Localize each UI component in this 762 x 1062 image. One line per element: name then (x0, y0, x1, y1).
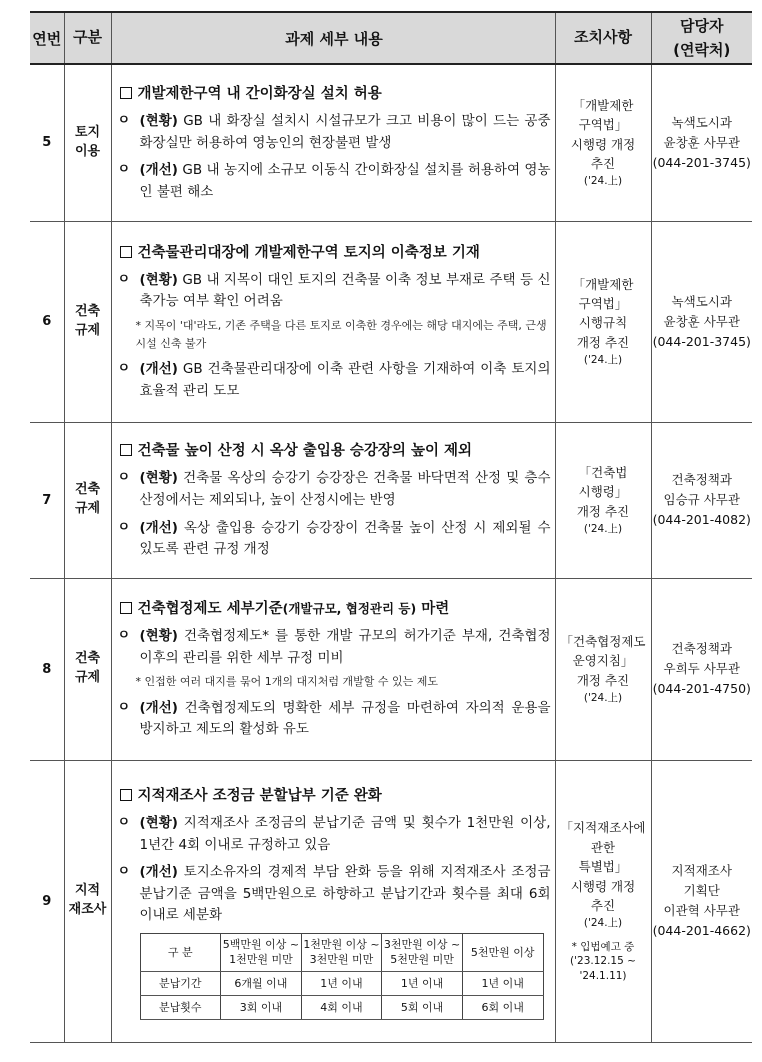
row-number: 5 (30, 64, 64, 221)
document-page (30, 11, 752, 1043)
installment-criteria-table (140, 933, 544, 1020)
table-row (30, 64, 752, 221)
row-number: 9 (30, 760, 64, 1042)
row-details (111, 221, 555, 422)
task-title: 건축물 높이 산정 시 옥상 출입용 승강장의 높이 제외 (118, 439, 551, 460)
row-details (111, 578, 555, 760)
checkbox-square-icon (120, 602, 132, 614)
subtable-header-row (140, 933, 543, 971)
header-owner-line2: (연락처) (673, 41, 731, 59)
subtable-header-cell: 3천만원 이상 ~ 5천만원 미만 (382, 933, 463, 971)
table-row (30, 422, 752, 578)
subtable-row (140, 971, 543, 995)
row-details (111, 760, 555, 1042)
bullet-icon: ㅇ (117, 864, 131, 880)
task-title: 개발제한구역 내 간이화장실 설치 허용 (118, 82, 551, 103)
table-row (30, 760, 752, 1042)
subtable-cell: 4회 이내 (301, 995, 382, 1019)
header-action: 조치사항 (555, 12, 651, 64)
subtable-header-cell: 5천만원 이상 (462, 933, 543, 971)
row-action: 「지적재조사에 관한 특별법」 시행령 개정 추진 ('24.上) * 입법예고 중 ('23.12.15 ~ '24.1.11) (555, 760, 651, 1042)
checkbox-square-icon (120, 444, 132, 456)
row-action: 「개발제한 구역법」 시행령 개정 추진 ('24.上) (555, 64, 651, 221)
subtable-header-cell: 구 분 (140, 933, 221, 971)
row-category: 건축 규제 (64, 578, 111, 760)
checkbox-square-icon (120, 246, 132, 258)
row-action: 「건축협정제도 운영지침」 개정 추진 ('24.上) (555, 578, 651, 760)
row-details (111, 422, 555, 578)
subtable-row (140, 995, 543, 1019)
row-details (111, 64, 555, 221)
bullet-icon: ㅇ (117, 519, 131, 535)
row-category: 건축 규제 (64, 221, 111, 422)
footnote: * 지목이 '대'라도, 기존 주택을 다른 토지로 이축한 경우에는 해당 대지에는 주택, 근생시설 신축 불가 (135, 318, 547, 350)
header-owner (651, 12, 752, 64)
subtable-cell: 6개월 이내 (221, 971, 302, 995)
row-number: 8 (30, 578, 64, 760)
task-title: 건축협정제도 세부기준(개발규모, 협정관리 등) 마련 (118, 597, 551, 618)
row-category: 토지 이용 (64, 64, 111, 221)
row-owner: 녹색도시과 윤창훈 사무관 (044-201-3745) (651, 64, 752, 221)
header-details: 과제 세부 내용 (111, 12, 555, 64)
header-category: 구분 (64, 12, 111, 64)
bullet-icon: ㅇ (117, 271, 131, 287)
row-number: 6 (30, 221, 64, 422)
status-item: ㅇ (현황) 지적재조사 조정금의 분납기준 금액 및 횟수가 1천만원 이상, 1년간 4회 이내로 규정하고 있음 (118, 813, 551, 856)
status-item: ㅇ (현황) 건축협정제도* 를 통한 개발 규모의 허가기준 부재, 건축협정 이후의 관리를 위한 세부 규정 미비 (118, 626, 551, 669)
subtable-cell: 5회 이내 (382, 995, 463, 1019)
subtable-cell: 3회 이내 (221, 995, 302, 1019)
row-owner: 녹색도시과 윤창훈 사무관 (044-201-3745) (651, 221, 752, 422)
subtable-cell: 분납기간 (140, 971, 221, 995)
checkbox-square-icon (120, 789, 132, 801)
table-row (30, 221, 752, 422)
row-category: 지적 재조사 (64, 760, 111, 1042)
table-row (30, 578, 752, 760)
bullet-icon: ㅇ (117, 628, 131, 644)
subtable-cell: 1년 이내 (301, 971, 382, 995)
task-title: 건축물관리대장에 개발제한구역 토지의 이축정보 기재 (118, 241, 551, 262)
legislative-notice-note: * 입법예고 중 ('23.12.15 ~ '24.1.11) (570, 940, 636, 982)
subtable-cell: 1년 이내 (462, 971, 543, 995)
improvement-item: ㅇ (개선) 옥상 출입용 승강기 승강장이 건축물 높이 산정 시 제외될 수 있도록 관련 규정 개정 (118, 518, 551, 561)
bullet-icon: ㅇ (117, 361, 131, 377)
row-number: 7 (30, 422, 64, 578)
row-category: 건축 규제 (64, 422, 111, 578)
row-action: 「건축법 시행령」 개정 추진 ('24.上) (555, 422, 651, 578)
checkbox-square-icon (120, 87, 132, 99)
improvement-item: ㅇ (개선) GB 건축물관리대장에 이축 관련 사항을 기재하여 이축 토지의 효율적 관리 도모 (118, 359, 551, 402)
footnote: * 인접한 여러 대지를 묶어 1개의 대지처럼 개발할 수 있는 제도 (135, 675, 438, 689)
subtable-header-cell: 5백만원 이상 ~ 1천만원 미만 (221, 933, 302, 971)
improvement-item: ㅇ (개선) 건축협정제도의 명확한 세부 규정을 마련하여 자의적 운용을 방지하고 제도의 활성화 유도 (118, 698, 551, 741)
row-owner: 지적재조사 기획단 이관혁 사무관 (044-201-4662) (651, 760, 752, 1042)
header-owner-line1: 담당자 (680, 17, 724, 35)
bullet-icon: ㅇ (117, 113, 131, 129)
improvement-item: ㅇ (개선) GB 내 농지에 소규모 이동식 간이화장실 설치를 허용하여 영농인 불편 해소 (118, 160, 551, 203)
bullet-icon: ㅇ (117, 470, 131, 486)
task-table (30, 11, 752, 1043)
status-item: ㅇ (현황) GB 내 지목이 대인 토지의 건축물 이축 정보 부재로 주택 등 신축가능 여부 확인 어려움 (118, 270, 551, 313)
status-item: ㅇ (현황) GB 내 화장실 설치시 시설규모가 크고 비용이 많이 드는 공중화장실만 허용하여 영농인의 현장불편 발생 (118, 111, 551, 154)
subtable-cell: 분납횟수 (140, 995, 221, 1019)
bullet-icon: ㅇ (117, 162, 131, 178)
header-row (30, 12, 752, 64)
improvement-item: ㅇ (개선) 토지소유자의 경제적 부담 완화 등을 위해 지적재조사 조정금 분납기준 금액을 5백만원으로 하향하고 분납기간과 횟수를 최대 6회 이내로 세분화 (118, 862, 551, 927)
header-no: 연번 (30, 12, 64, 64)
row-action: 「개발제한 구역법」 시행규칙 개정 추진 ('24.上) (555, 221, 651, 422)
bullet-icon: ㅇ (117, 815, 131, 831)
bullet-icon: ㅇ (117, 699, 131, 715)
subtable-cell: 6회 이내 (462, 995, 543, 1019)
row-owner: 건축정책과 임승규 사무관 (044-201-4082) (651, 422, 752, 578)
row-owner: 건축정책과 우희두 사무관 (044-201-4750) (651, 578, 752, 760)
subtable-header-cell: 1천만원 이상 ~ 3천만원 미만 (301, 933, 382, 971)
task-title: 지적재조사 조정금 분할납부 기준 완화 (118, 784, 551, 805)
status-item: ㅇ (현황) 건축물 옥상의 승강기 승강장은 건축물 바닥면적 산정 및 층수 산정에서는 제외되나, 높이 산정시에는 반영 (118, 468, 551, 511)
subtable-cell: 1년 이내 (382, 971, 463, 995)
